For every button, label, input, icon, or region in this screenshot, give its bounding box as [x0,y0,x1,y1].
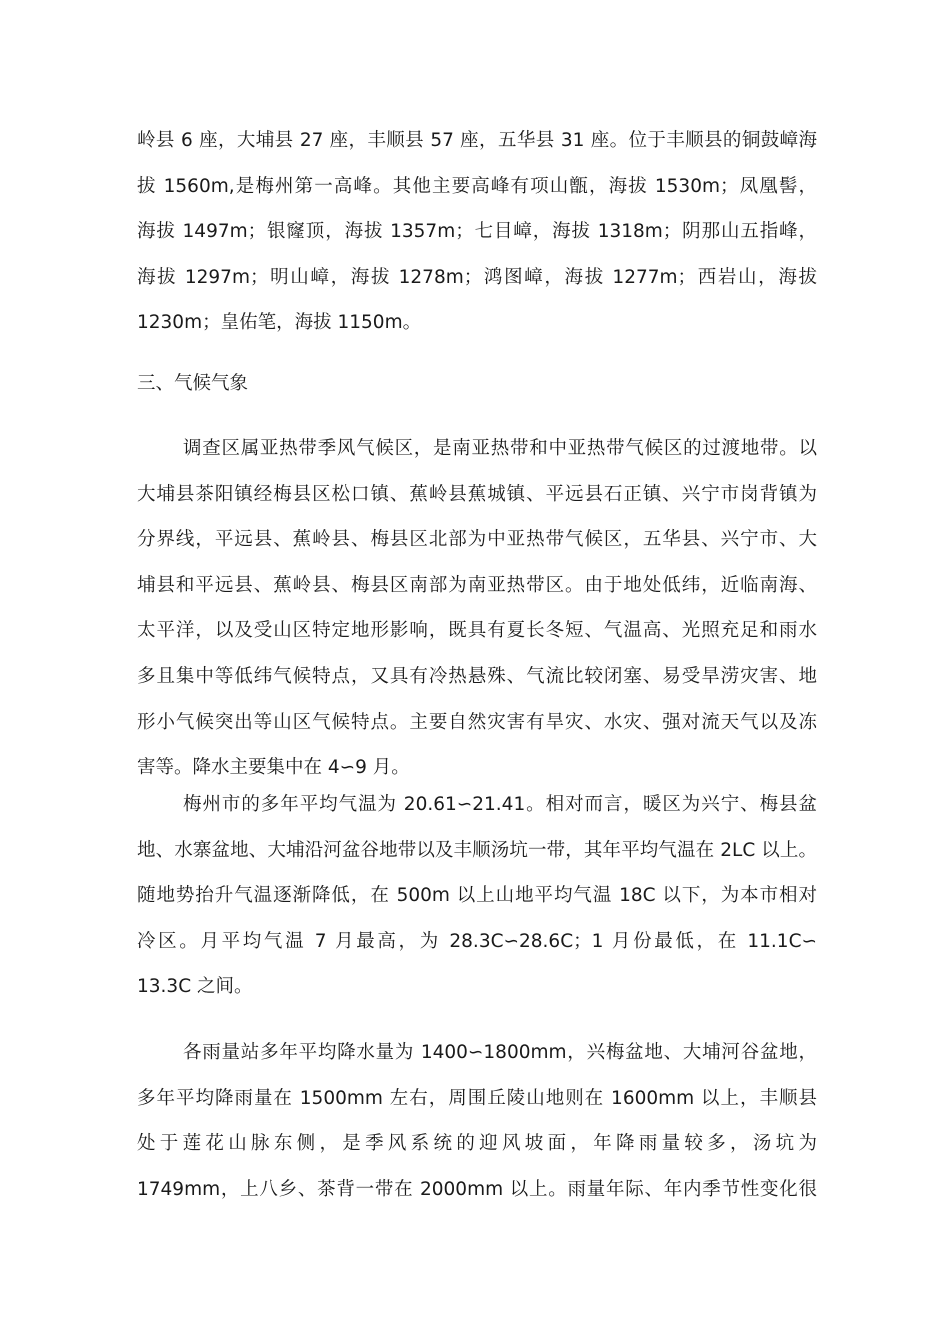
text-line: 岭县 6 座，大埔县 27 座，丰顺县 57 座，五华县 31 座。位于丰顺县的铜鼓嶂海 [137,130,817,151]
paragraph-climate-zones [137,426,817,791]
text-line: 海拔 1497m；银窿顶，海拔 1357m；七目嶂，海拔 1318m；阴那山五指峰， [137,221,817,243]
heading-text: 三、气候气象 [137,373,249,394]
text-line: 拔 1560m,是梅州第一高峰。其他主要高峰有项山甑，海拔 1530m；凤凰髻， [137,175,817,197]
text-line: 埔县和平远县、蕉岭县、梅县区南部为南亚热带区。由于地处低纬，近临南海、 [137,574,817,596]
text-line: 调查区属亚热带季风气候区，是南亚热带和中亚热带气候区的过渡地带。以 [183,438,817,459]
text-line: 地、水寨盆地、大埔沿河盆谷地带以及丰顺汤坑一带，其年平均气温在 2LC 以上。 [137,839,817,861]
text-line: 海拔 1297m；明山嶂，海拔 1278m；鸿图嶂，海拔 1277m；西岩山，海拔 [137,266,817,288]
text-line: 随地势抬升气温逐渐降低，在 500m 以上山地平均气温 18C 以下，为本市相对 [137,885,817,907]
text-line: 梅州市的多年平均气温为 20.61∽21.41。相对而言，暖区为兴宁、梅县盆 [183,794,817,815]
text-line: 冷区。月平均气温 7 月最高，为 28.3C∽28.6C；1 月份最低，在 11.1C∽ [137,930,817,952]
text-line: 各雨量站多年平均降水量为 1400∽1800mm，兴梅盆地、大埔河谷盆地， [183,1042,817,1063]
paragraph-temperature [137,782,817,1010]
paragraph-rainfall [137,1030,817,1212]
text-line: 处于莲花山脉东侧，是季风系统的迎风坡面，年降雨量较多，汤坑为 [137,1133,817,1155]
text-line: 1230m；皇佑笔，海拔 1150m。 [137,312,422,334]
text-line: 形小气候突出等山区气候特点。主要自然灾害有旱灾、水灾、强对流天气以及冻 [137,711,817,733]
paragraph-mountain-peaks [137,118,817,346]
text-line: 害等。降水主要集中在 4∽9 月。 [137,757,410,779]
text-line: 分界线，平远县、蕉岭县、梅县区北部为中亚热带气候区，五华县、兴宁市、大 [137,529,817,551]
text-line: 1749mm，上八乡、茶背一带在 2000mm 以上。雨量年际、年内季节性变化很 [137,1178,817,1200]
text-line: 13.3C 之间。 [137,976,253,998]
text-line: 太平洋，以及受山区特定地形影响，既具有夏长冬短、气温高、光照充足和雨水 [137,620,817,642]
text-line: 多且集中等低纬气候特点，又具有冷热悬殊、气流比较闭塞、易受旱涝灾害、地 [137,665,817,687]
section-heading-climate [137,361,817,407]
text-line: 大埔县茶阳镇经梅县区松口镇、蕉岭县蕉城镇、平远县石正镇、兴宁市岗背镇为 [137,483,817,505]
text-line: 多年平均降雨量在 1500mm 左右，周围丘陵山地则在 1600mm 以上，丰顺县 [137,1087,817,1109]
